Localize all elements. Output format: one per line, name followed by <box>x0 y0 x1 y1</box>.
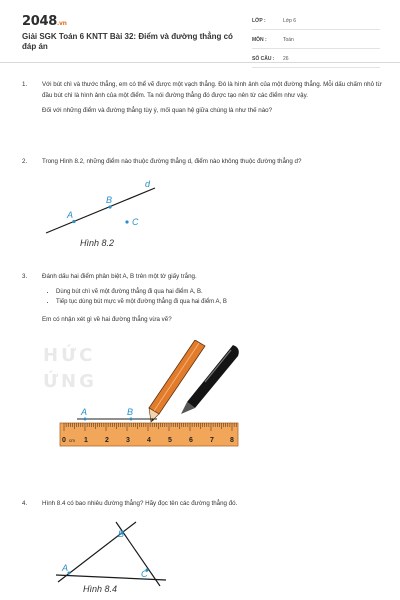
watermark-line: ỨNG <box>43 371 97 392</box>
tick-label: 3 <box>126 437 130 444</box>
meta-row-count <box>252 52 380 68</box>
logo-suffix: .vn <box>56 20 67 27</box>
tick-label: 2 <box>105 437 109 444</box>
figure-caption: Hình 8.2 <box>80 238 115 248</box>
meta-panel <box>252 14 380 71</box>
point-label-a: A <box>67 210 74 220</box>
point-b <box>130 418 133 421</box>
meta-row-subject <box>252 33 380 49</box>
document-header <box>0 0 400 63</box>
meta-value: Lớp 6 <box>283 18 297 24</box>
point-label-b: B <box>127 407 134 417</box>
line-label-d: d <box>145 179 151 189</box>
figure-8-2 <box>40 175 170 253</box>
tick-label: 7 <box>210 437 214 444</box>
tick-label: 6 <box>189 437 193 444</box>
question-text: Trong Hình 8.2, những điểm nào thuộc đường thẳng d, điểm nào không thuộc đường thẳng d? <box>42 158 302 165</box>
point-b <box>108 205 111 208</box>
point-label-c: C <box>141 569 148 579</box>
tick-label: 5 <box>168 437 172 444</box>
bullet-item: • Tiếp tục dùng bút mực vẽ một đường thẳng đi qua hai điểm A, B <box>56 297 382 307</box>
meta-row-grade <box>252 14 380 30</box>
line-d <box>46 188 155 233</box>
question-text: Với bút chì và thước thẳng, em có thể vẽ được một vạch thẳng. Đó là hình ảnh của một đường thẳng. Mỗi dấu chấm nhỏ từ đầu bút chì là hình ảnh của một điểm. Ta nói đường thẳng đó được tạo nên từ các điểm như vậy. <box>42 81 382 99</box>
point-label-c: C <box>132 217 139 227</box>
bullet-list <box>42 287 382 307</box>
figure-8-4 <box>48 520 178 600</box>
meta-label: SỐ CÂU : <box>252 56 275 62</box>
point-c <box>125 220 128 223</box>
tick-label: 1 <box>84 437 88 444</box>
meta-value: Toán <box>283 37 294 43</box>
tick-label: 0 <box>62 437 66 444</box>
logo-text: 2048 <box>22 14 57 29</box>
unit-label: cm <box>69 438 75 443</box>
pencil-icon <box>149 340 205 422</box>
meta-label: MÔN : <box>252 37 267 43</box>
question-text: Hình 8.4 có bao nhiêu đường thẳng? Hãy đọc tên các đường thẳng đó. <box>42 500 238 507</box>
meta-label: LỚP : <box>252 18 266 24</box>
point-label-b: B <box>118 529 125 539</box>
tick-label: 8 <box>230 437 234 444</box>
question-number: 3. <box>22 273 28 280</box>
point-label-b: B <box>106 195 113 205</box>
tick-label: 4 <box>147 437 151 444</box>
point-label-a: A <box>81 407 88 417</box>
point-a <box>72 220 75 223</box>
question-number: 4. <box>22 500 28 507</box>
question-number: 1. <box>22 81 28 88</box>
question-number: 2. <box>22 158 28 165</box>
document-title: Giải SGK Toán 6 KNTT Bài 32: Điểm và đường thẳng có đáp án <box>22 32 233 51</box>
figure-caption: Hình 8.4 <box>83 584 118 594</box>
meta-value: 26 <box>283 56 289 62</box>
question-text: Đối với những điểm và đường thẳng tùy ý, mối quan hệ giữa chúng là như thế nào? <box>42 107 273 114</box>
point-a <box>84 418 87 421</box>
watermark-line: HỨC <box>43 345 96 366</box>
question-text: Đánh dấu hai điểm phân biệt A, B trên một tờ giấy trắng. <box>42 273 197 280</box>
question-text: Em có nhận xét gì về hai đường thẳng vừa vẽ? <box>42 315 172 323</box>
line-ac <box>56 575 166 580</box>
point-label-a: A <box>62 563 69 573</box>
figure-ruler-pens <box>55 340 245 450</box>
site-logo[interactable] <box>22 14 67 29</box>
bullet-item: • Dùng bút chì vẽ một đường thẳng đi qua hai điểm A, B. <box>56 287 382 297</box>
